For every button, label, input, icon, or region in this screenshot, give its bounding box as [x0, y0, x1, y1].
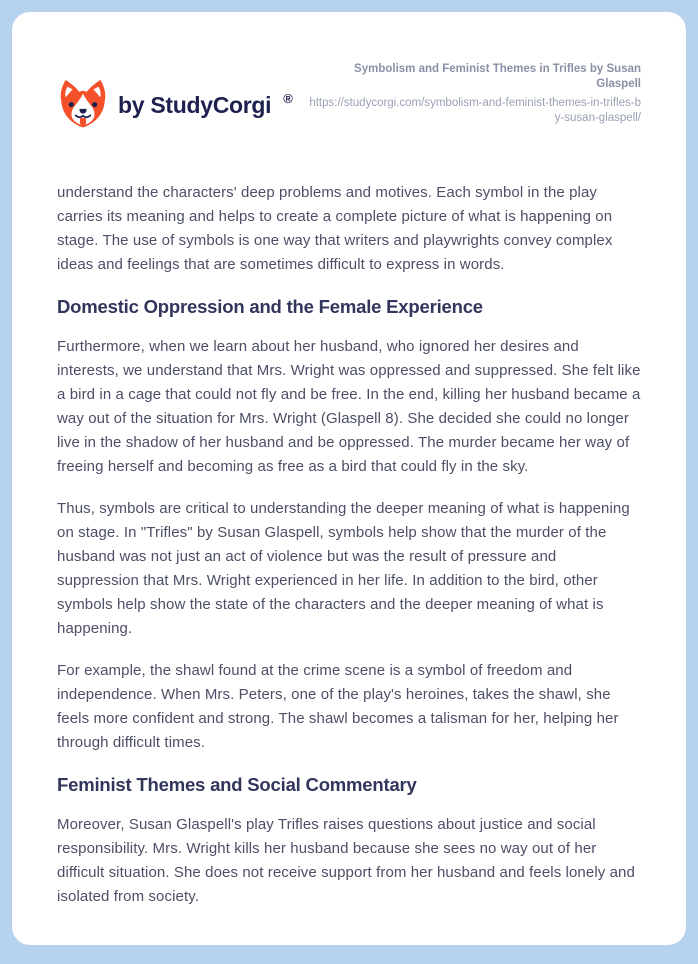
document-meta: [309, 62, 641, 126]
registered-trademark: ®: [283, 90, 293, 106]
document-url: https://studycorgi.com/symbolism-and-feminist-themes-in-trifles-by-susan-glaspell/: [309, 97, 641, 124]
paragraph: Moreover, Susan Glaspell's play Trifles raises questions about justice and social responsibility. Mrs. Wright kills her husband because she sees no way out of her difficult situation. She does not receive support from her husband and feels lonely and isolated from society.: [57, 816, 635, 905]
section-heading: Feminist Themes and Social Commentary: [57, 774, 417, 795]
corgi-logo-icon: [57, 75, 109, 135]
paragraph: Furthermore, when we learn about her husband, who ignored her desires and interests, we understand that Mrs. Wright was oppressed and suppressed. She felt like a bird in a cage that could not fly and be free. In the end, killing her husband became a way out of the situation for Mrs. Wright (Glaspell 8). She decided she could no longer live in the shadow of her husband and be oppressed. The murder became her way of freeing herself and becoming as free as a bird that could fly in the sky.: [57, 338, 641, 475]
brand-logo-lockup: [57, 75, 293, 135]
document-header: [57, 12, 641, 135]
article-body: [57, 181, 641, 909]
document-title: Symbolism and Feminist Themes in Trifles by Susan Glaspell: [354, 63, 641, 90]
document-card: [12, 12, 686, 945]
paragraph: For example, the shawl found at the crime scene is a symbol of freedom and independence. When Mrs. Peters, one of the play's heroines, takes the shawl, she feels more confident and strong. The shawl becomes a talisman for her, helping her through difficult times.: [57, 662, 619, 751]
section-heading: Domestic Oppression and the Female Experience: [57, 296, 483, 317]
brand-name: by StudyCorgi: [118, 91, 272, 118]
paragraph: understand the characters' deep problems and motives. Each symbol in the play carries its meaning and helps to create a complete picture of what is happening on stage. The use of symbols is one way that writers and playwrights convey complex ideas and feelings that are sometimes difficult to express in words.: [57, 184, 613, 273]
paragraph: Thus, symbols are critical to understanding the deeper meaning of what is happening on stage. In "Trifles" by Susan Glaspell, symbols help show that the murder of the husband was not just an act of violence but was the result of pressure and suppression that Mrs. Wright experienced in her life. In addition to the bird, other symbols help show the state of the characters and the deeper meaning of what is happening.: [57, 500, 630, 637]
